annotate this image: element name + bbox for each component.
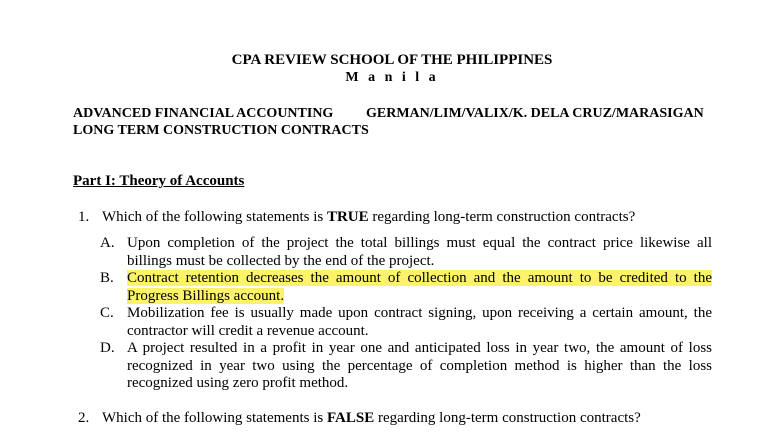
question-number: 1. xyxy=(78,209,90,225)
option-d xyxy=(100,340,712,393)
question-1 xyxy=(78,209,635,226)
option-letter: D. xyxy=(100,340,115,356)
topic-title: LONG TERM CONSTRUCTION CONTRACTS xyxy=(73,123,369,138)
question-number: 2. xyxy=(78,410,90,426)
option-text: Upon completion of the project the total billings must equal the contract price likewise all billings must be collected by the end of the project. xyxy=(127,235,712,269)
authors-line: GERMAN/LIM/VALIX/K. DELA CRUZ/MARASIGAN xyxy=(366,106,704,121)
question-2 xyxy=(78,410,641,427)
question-stem-post: regarding long-term construction contracts? xyxy=(374,410,641,426)
question-stem-key: FALSE xyxy=(326,410,375,426)
option-b xyxy=(100,270,712,305)
city-subtitle: M a n i l a xyxy=(345,70,439,85)
option-letter: C. xyxy=(100,305,114,321)
question-stem-pre: Which of the following statements is xyxy=(102,410,327,426)
question-stem-post: regarding long-term construction contracts? xyxy=(368,209,636,225)
part-heading: Part I: Theory of Accounts xyxy=(73,173,245,189)
question-stem-pre: Which of the following statements is xyxy=(102,209,327,225)
school-title: CPA REVIEW SCHOOL OF THE PHILIPPINES xyxy=(231,52,553,68)
option-text: A project resulted in a profit in year one and anticipated loss in year two, the amount of loss recognized in year two using the percentage of completion method is higher than the loss recognized using zero profit method. xyxy=(127,340,712,391)
option-a xyxy=(100,235,712,270)
option-letter: A. xyxy=(100,235,115,251)
option-letter: B. xyxy=(100,270,114,286)
option-c xyxy=(100,305,712,340)
subject-title: ADVANCED FINANCIAL ACCOUNTING xyxy=(73,106,334,121)
highlighted-option-text: Contract retention decreases the amount of collection and the amount to be credited to the Progress Billings account. xyxy=(127,270,712,304)
question-stem-key: TRUE xyxy=(326,209,369,225)
option-text: Mobilization fee is usually made upon contract signing, upon receiving a certain amount, the contractor will credit a revenue account. xyxy=(127,305,712,339)
